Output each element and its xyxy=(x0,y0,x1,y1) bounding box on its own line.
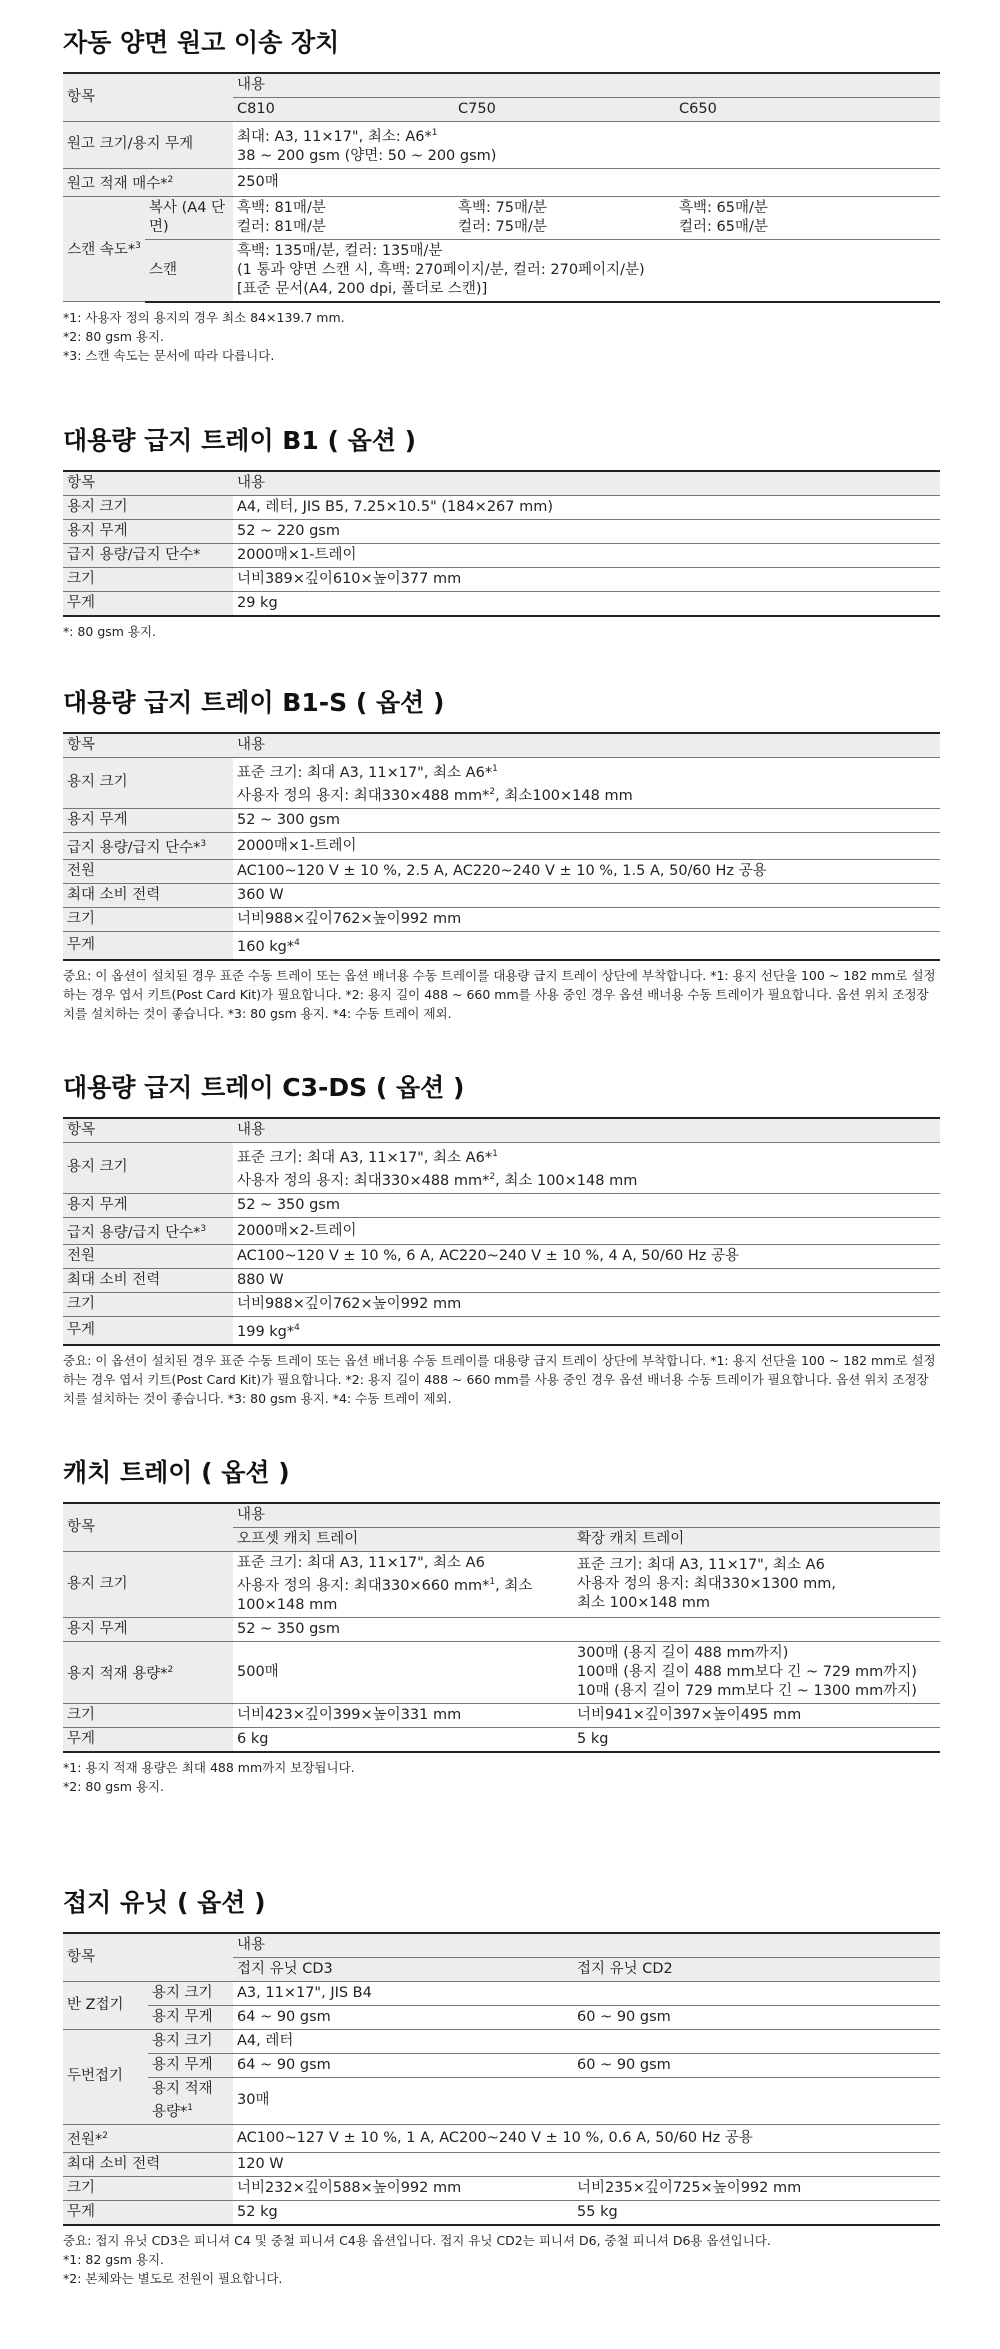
table-row xyxy=(63,2200,940,2225)
footnote: *2: 본체와는 별도로 전원이 필요합니다. xyxy=(63,2270,283,2286)
row-value: 500매 xyxy=(233,1641,573,1703)
row-label: 반 Z접기 xyxy=(63,1982,148,2030)
table-row xyxy=(63,122,940,169)
row-label: 원고 크기/용지 무게 xyxy=(63,122,233,169)
header-content: 내용 xyxy=(233,733,940,758)
row-sublabel: 스캔 xyxy=(145,239,233,302)
col-cd3: 접지 유닛 CD3 xyxy=(233,1958,573,1982)
footnote: *: 80 gsm 용지. xyxy=(63,624,157,639)
table-row xyxy=(63,1703,940,1727)
row-value: 52 ~ 300 gsm xyxy=(233,808,940,832)
row-sublabel: 용지 적재 용량*$^1$ xyxy=(148,2078,233,2125)
footnote: *1: 82 gsm 용지. xyxy=(63,2251,164,2267)
adf-section xyxy=(63,28,940,365)
table-row xyxy=(63,73,940,98)
row-value: 55 kg xyxy=(573,2200,940,2225)
row-label: 무게 xyxy=(63,1727,233,1752)
row-label: 무게 xyxy=(63,2200,233,2225)
row-label: 무게 xyxy=(63,932,233,960)
catch-title: 캐치 트레이 ( 옵션 ) xyxy=(63,1458,290,1487)
table-row xyxy=(63,2176,940,2200)
table-row xyxy=(63,1118,940,1143)
row-value: 64 ~ 90 gsm xyxy=(233,2054,573,2078)
row-value: A4, 레터 xyxy=(233,2030,940,2054)
table-row xyxy=(63,733,940,758)
table-row xyxy=(63,2078,940,2125)
row-value: 60 ~ 90 gsm xyxy=(573,2006,940,2030)
table-row xyxy=(63,1641,940,1703)
row-label: 원고 적재 매수*$^2$ xyxy=(63,168,233,196)
row-sublabel: 용지 크기 xyxy=(148,1982,233,2006)
row-label: 무게 xyxy=(63,1317,233,1345)
header-item: 항목 xyxy=(63,1933,233,1982)
row-value: 52 ~ 220 gsm xyxy=(233,520,940,544)
table-row xyxy=(63,1193,940,1217)
table-row xyxy=(63,758,940,809)
table-row xyxy=(63,1727,940,1752)
row-label: 크기 xyxy=(63,1293,233,1317)
row-value: 52 ~ 350 gsm xyxy=(233,1193,940,1217)
row-label: 용지 크기 xyxy=(63,1143,233,1194)
row-value: 너비988×깊이762×높이992 mm xyxy=(233,908,940,932)
c3ds-table xyxy=(63,1117,940,1346)
table-row xyxy=(63,908,940,932)
model-c650: C650 xyxy=(675,98,940,122)
c3ds-notes xyxy=(63,1351,940,1408)
row-label: 급지 용량/급지 단수*$^3$ xyxy=(63,832,233,860)
table-row xyxy=(63,808,940,832)
table-row xyxy=(63,520,940,544)
row-label: 용지 무게 xyxy=(63,1193,233,1217)
row-value: 30매 xyxy=(233,2078,940,2125)
table-row xyxy=(63,1503,940,1528)
row-value: 52 kg xyxy=(233,2200,573,2225)
footnote: *2: 80 gsm 용지. xyxy=(63,1778,164,1794)
row-label: 전원 xyxy=(63,860,233,884)
fold-section xyxy=(63,1888,940,2288)
row-value: 2000매×1-트레이 xyxy=(233,544,940,568)
footnote: 중요: 이 옵션이 설치된 경우 표준 수동 트레이 또는 옵션 배너용 수동 트레이를 대용량 급지 트레이 상단에 부착합니다. *1: 용지 선단을 100 ~ 182 mm로 설정하는 경우 엽서 키트(Post Card Kit)가 필요합니다. *2: 용지 길이 488 ~ 660 mm를 사용 중인 경우 옵션 배너용 수동 트레이가 필요합니다. 옵션 위치 조정장치를 설치하는 것이 좋습니다. *3: 80 gsm 용지. *4: 수동 트레이 제외. xyxy=(63,1353,936,1407)
table-row xyxy=(63,168,940,196)
footnote: *1: 용지 적재 용량은 최대 488 mm까지 보장됩니다. xyxy=(63,1759,355,1775)
table-row xyxy=(63,2030,940,2054)
row-value: 29 kg xyxy=(233,592,940,617)
table-row xyxy=(63,1245,940,1269)
table-row xyxy=(63,860,940,884)
row-value: 흑백: 135매/분, 컬러: 135매/분 (1 통과 양면 스캔 시, 흑백: 270페이지/분, 컬러: 270페이지/분) [표준 문서(A4, 200 dpi, 폴더로 스캔)] xyxy=(233,239,940,302)
row-value: 5 kg xyxy=(573,1727,940,1752)
table-row xyxy=(63,1982,940,2006)
row-value: 표준 크기: 최대 A3, 11×17", 최소 A6 사용자 정의 용지: 최대330×1300 mm, 최소 100×148 mm xyxy=(573,1552,940,1618)
row-label: 두번접기 xyxy=(63,2030,148,2125)
table-row xyxy=(63,544,940,568)
table-row xyxy=(63,2124,940,2152)
adf-table xyxy=(63,72,940,303)
row-value: 120 W xyxy=(233,2152,940,2176)
c3ds-title: 대용량 급지 트레이 C3-DS ( 옵션 ) xyxy=(63,1073,465,1102)
row-value: A4, 레터, JIS B5, 7.25×10.5" (184×267 mm) xyxy=(233,496,940,520)
b1-table xyxy=(63,470,940,617)
row-value: 199 kg*$^4$ xyxy=(233,1317,940,1345)
header-item: 항목 xyxy=(63,1118,233,1143)
row-label: 용지 적재 용량*$^2$ xyxy=(63,1641,233,1703)
table-row xyxy=(63,884,940,908)
row-sublabel: 복사 (A4 단면) xyxy=(145,196,233,239)
row-label: 크기 xyxy=(63,568,233,592)
col-extension-tray: 확장 캐치 트레이 xyxy=(573,1528,940,1552)
fold-title: 접지 유닛 ( 옵션 ) xyxy=(63,1888,266,1917)
footnote: 중요: 이 옵션이 설치된 경우 표준 수동 트레이 또는 옵션 배너용 수동 트레이를 대용량 급지 트레이 상단에 부착합니다. *1: 용지 선단을 100 ~ 182 mm로 설정하는 경우 엽서 키트(Post Card Kit)가 필요합니다. *2: 용지 길이 488 ~ 660 mm를 사용 중인 경우 옵션 배너용 수동 트레이가 필요합니다. 옵션 위치 조정장치를 설치하는 것이 좋습니다. *3: 80 gsm 용지. *4: 수동 트레이 제외. xyxy=(63,968,936,1022)
row-label: 크기 xyxy=(63,1703,233,1727)
footnote: *1: 사용자 정의 용지의 경우 최소 84×139.7 mm. xyxy=(63,309,345,325)
row-value: AC100~120 V ± 10 %, 6 A, AC220~240 V ± 10 %, 4 A, 50/60 Hz 공용 xyxy=(233,1245,940,1269)
row-value: 흑백: 75매/분 컬러: 75매/분 xyxy=(454,196,675,239)
row-label: 최대 소비 전력 xyxy=(63,1269,233,1293)
table-row xyxy=(63,1552,940,1618)
row-sublabel: 용지 크기 xyxy=(148,2030,233,2054)
c3ds-section xyxy=(63,1073,940,1408)
footnote: *2: 80 gsm 용지. xyxy=(63,328,164,344)
catch-section xyxy=(63,1458,940,1796)
row-value: 표준 크기: 최대 A3, 11×17", 최소 A6*$^1$ 사용자 정의 용지: 최대330×488 mm*$^2$, 최소 100×148 mm xyxy=(233,1143,940,1194)
table-row xyxy=(63,1317,940,1345)
row-label: 최대 소비 전력 xyxy=(63,2152,233,2176)
table-row xyxy=(63,1617,940,1641)
fold-notes xyxy=(63,2231,940,2288)
header-item: 항목 xyxy=(63,73,233,122)
model-c810: C810 xyxy=(233,98,454,122)
row-value: 표준 크기: 최대 A3, 11×17", 최소 A6 사용자 정의 용지: 최대330×660 mm*$^1$, 최소 100×148 mm xyxy=(233,1552,573,1618)
table-row xyxy=(63,1217,940,1245)
b1-notes xyxy=(63,622,940,641)
table-row xyxy=(63,2006,940,2030)
row-label: 스캔 속도*$^3$ xyxy=(63,196,145,302)
row-value: 흑백: 65매/분 컬러: 65매/분 xyxy=(675,196,940,239)
table-row xyxy=(63,496,940,520)
row-label: 용지 크기 xyxy=(63,758,233,809)
size-line2: 38 ~ 200 gsm (양면: 50 ~ 200 gsm) xyxy=(237,147,497,164)
row-value: 너비423×깊이399×높이331 mm xyxy=(233,1703,573,1727)
table-row xyxy=(63,832,940,860)
table-row xyxy=(63,1933,940,1958)
row-value: 흑백: 81매/분 컬러: 81매/분 xyxy=(233,196,454,239)
header-item: 항목 xyxy=(63,471,233,496)
row-label: 용지 무게 xyxy=(63,1617,233,1641)
header-content: 내용 xyxy=(233,1118,940,1143)
row-value: 360 W xyxy=(233,884,940,908)
row-label: 크기 xyxy=(63,2176,233,2200)
table-row xyxy=(63,2054,940,2078)
row-value: A3, 11×17", JIS B4 xyxy=(233,1982,940,2006)
table-row xyxy=(63,592,940,617)
header-content: 내용 xyxy=(233,1933,940,1958)
row-label: 최대 소비 전력 xyxy=(63,884,233,908)
row-value: AC100~127 V ± 10 %, 1 A, AC200~240 V ± 10 %, 0.6 A, 50/60 Hz 공용 xyxy=(233,2124,940,2152)
b1s-table xyxy=(63,732,940,961)
table-row xyxy=(63,1143,940,1194)
fold-table xyxy=(63,1932,940,2226)
row-value: 너비988×깊이762×높이992 mm xyxy=(233,1293,940,1317)
row-value: 너비941×깊이397×높이495 mm xyxy=(573,1703,940,1727)
adf-notes xyxy=(63,308,940,365)
table-row xyxy=(63,196,940,239)
table-row xyxy=(63,471,940,496)
row-value: 6 kg xyxy=(233,1727,573,1752)
row-label: 급지 용량/급지 단수*$^3$ xyxy=(63,1217,233,1245)
row-value: 2000매×1-트레이 xyxy=(233,832,940,860)
header-content: 내용 xyxy=(233,73,940,98)
row-label: 급지 용량/급지 단수* xyxy=(63,544,233,568)
table-row xyxy=(63,239,940,302)
catch-table xyxy=(63,1502,940,1753)
header-content: 내용 xyxy=(233,1503,940,1528)
row-value: AC100~120 V ± 10 %, 2.5 A, AC220~240 V ± 10 %, 1.5 A, 50/60 Hz 공용 xyxy=(233,860,940,884)
row-label: 용지 크기 xyxy=(63,496,233,520)
model-c750: C750 xyxy=(454,98,675,122)
row-value: 최대: A3, 11×17", 최소: A6*$^1$ 38 ~ 200 gsm (양면: 50 ~ 200 gsm) xyxy=(233,122,940,169)
row-value: 표준 크기: 최대 A3, 11×17", 최소 A6*$^1$ 사용자 정의 용지: 최대330×488 mm*$^2$, 최소100×148 mm xyxy=(233,758,940,809)
row-value: 52 ~ 350 gsm xyxy=(233,1617,940,1641)
col-offset-tray: 오프셋 캐치 트레이 xyxy=(233,1528,573,1552)
row-value: 너비232×깊이588×높이992 mm xyxy=(233,2176,573,2200)
row-label: 용지 크기 xyxy=(63,1552,233,1618)
row-label: 크기 xyxy=(63,908,233,932)
size-line1: 최대: A3, 11×17", 최소: A6* xyxy=(237,128,432,145)
table-row xyxy=(63,2152,940,2176)
row-value: 880 W xyxy=(233,1269,940,1293)
adf-title: 자동 양면 원고 이송 장치 xyxy=(63,28,340,57)
catch-notes xyxy=(63,1758,940,1796)
row-value: 60 ~ 90 gsm xyxy=(573,2054,940,2078)
row-value: 300매 (용지 길이 488 mm까지) 100매 (용지 길이 488 mm보다 긴 ~ 729 mm까지) 10매 (용지 길이 729 mm보다 긴 ~ 1300 mm까지) xyxy=(573,1641,940,1703)
table-row xyxy=(63,932,940,960)
b1s-section xyxy=(63,688,940,1023)
row-label: 전원 xyxy=(63,1245,233,1269)
b1s-notes xyxy=(63,966,940,1023)
row-label: 용지 무게 xyxy=(63,808,233,832)
row-value: 64 ~ 90 gsm xyxy=(233,2006,573,2030)
header-item: 항목 xyxy=(63,733,233,758)
row-sublabel: 용지 무게 xyxy=(148,2054,233,2078)
row-label: 용지 무게 xyxy=(63,520,233,544)
header-item: 항목 xyxy=(63,1503,233,1552)
row-label: 전원*$^2$ xyxy=(63,2124,233,2152)
b1s-title: 대용량 급지 트레이 B1-S ( 옵션 ) xyxy=(63,688,445,717)
row-label: 무게 xyxy=(63,592,233,617)
row-value: 160 kg*$^4$ xyxy=(233,932,940,960)
row-value: 너비389×깊이610×높이377 mm xyxy=(233,568,940,592)
b1-section xyxy=(63,426,940,641)
col-cd2: 접지 유닛 CD2 xyxy=(573,1958,940,1982)
footnote: 중요: 접지 유닛 CD3은 피니셔 C4 및 중철 피니셔 C4용 옵션입니다. 접지 유닛 CD2는 피니셔 D6, 중철 피니셔 D6용 옵션입니다. xyxy=(63,2232,771,2248)
table-row xyxy=(63,568,940,592)
footnote: *3: 스캔 속도는 문서에 따라 다릅니다. xyxy=(63,347,275,363)
row-value: 2000매×2-트레이 xyxy=(233,1217,940,1245)
table-row xyxy=(63,1293,940,1317)
b1-title: 대용량 급지 트레이 B1 ( 옵션 ) xyxy=(63,426,417,455)
table-row xyxy=(63,1269,940,1293)
header-content: 내용 xyxy=(233,471,940,496)
row-value: 너비235×깊이725×높이992 mm xyxy=(573,2176,940,2200)
row-sublabel: 용지 무게 xyxy=(148,2006,233,2030)
row-value: 250매 xyxy=(233,168,940,196)
